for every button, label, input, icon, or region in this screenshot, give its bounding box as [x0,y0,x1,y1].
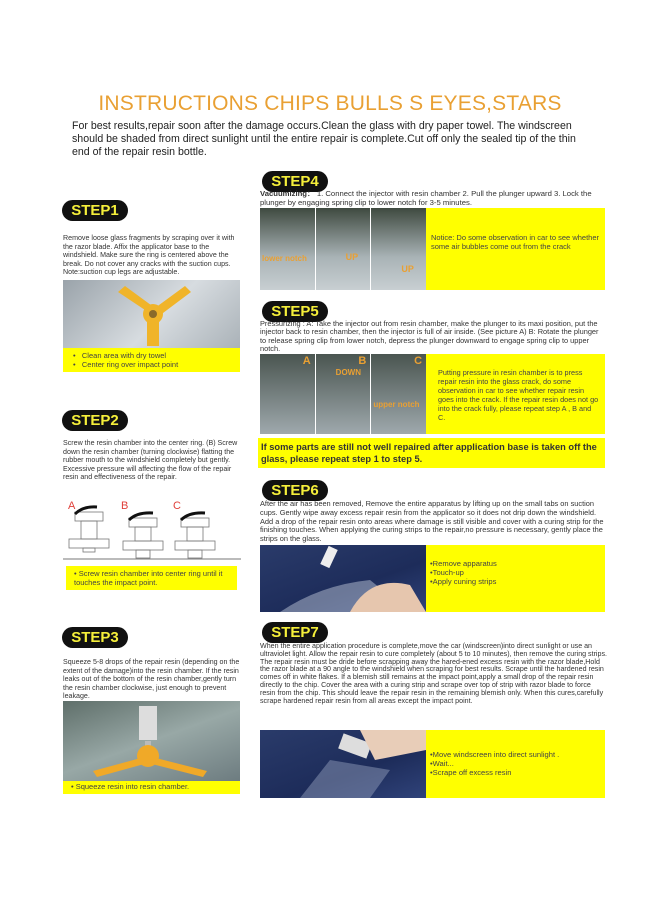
bullet: •Move windscreen into direct sunlight . [430,750,560,759]
page-title: INSTRUCTIONS CHIPS BULLS S EYES,STARS [98,92,562,115]
step4-photos [260,208,426,290]
bullet: •Wait... [430,759,454,768]
step6-text: After the air has been removed, Remove the entire apparatus by lifting up on the small tabs on suction cups. Gently wipe away excess repair resin from the applicator so it does not drip down the windshield. Add a drop of the repair resin onto areas where damage is still visible and cover with a curing strip for the finishing touches. When applying the curing strips to the repair,no pressure is necessary, gently place the strips on the glass. [260,499,604,544]
step4-heading: Vacuumizing： [260,189,315,198]
step4-instructions: 1. Connect the injector with resin chamber 2. Pull the plunger upward 3. Lock the plunger by engaging spring clip to lower notch for 3-5 minutes. [260,189,592,207]
step2-bullet: • Screw resin chamber into center ring until it touches the impact point. [66,566,237,590]
step5-notice: Putting pressure in resin chamber is to press repair resin into the glass crack, do some observation in car to see whether repair resin goes into the crack. If the repair resin does not go into the crack fully, please repeat step A , B and C. [426,354,605,434]
applicator-base-icon [63,280,240,348]
step4-text [260,190,610,208]
photo-label: UP [345,252,359,262]
diagram-label-c: C [173,500,181,512]
photo-label: DOWN [335,368,361,377]
photo-label: B [358,355,367,367]
bullet: Clean area with dry towel [81,351,167,360]
step1-badge: STEP1 [62,200,128,221]
step6-bullets [426,545,605,612]
bullet: Center ring over impact point [81,360,179,369]
step7-text: When the entire application procedure is complete,move the car (windscreen)into direct sunlight or use an ultraviolet light. Allow the repair resin to cure completely (about 5 to 10 minutes), then remove the curing strips. The repair resin must be dride before scrapping away the hared-ened excess resin with the razor blade,Hold the razor blade at a 90 angle to the windshield when scraping for best results. Scrape until the hardened resin comes off in white flakes. If a blemish still remains at the impact point,apply a small drop of the repair resin directly to the chip. Cover the area with a curing strip and scrape over top of strip with razor blade to force resin from the chip. This should leave the repair resin in the remaining blemish only. When this cures,carefully scrape hardened repair resin from all areas except the impact point. [260,642,607,705]
step5-text: Pressurizing : A: Take the injector out from resin chamber, make the plunger to its maxi position, put the injector back to resin chamber, then the injector is full of air inside. (See picture A) B: Rotate the plunger to release spring clip from lower notch, depress the plunger downward to engage spring clip to upper notch. [260,319,599,353]
step4-photo-3 [371,208,426,290]
step5-photo-b [316,354,371,434]
step5-photo-c [371,354,426,434]
curing-strip-icon [260,545,426,612]
bullet: •Remove apparatus [430,559,497,568]
bullet: •Touch-up [430,568,464,577]
photo-label: lower notch [262,254,307,263]
diagram-label-a: A [68,500,76,512]
resin-bottle-icon [63,701,240,781]
step4-badge: STEP4 [262,171,328,192]
step5-badge: STEP5 [262,301,328,322]
step1-bullets: • Clean area with dry towel • Center ring over impact point [63,348,240,372]
step2-badge: STEP2 [62,410,128,431]
photo-label: upper notch [373,400,420,409]
step7-bullets [426,730,605,798]
bullet: •Scrape off excess resin [430,768,512,777]
step7-badge: STEP7 [262,622,328,643]
step1-photo [63,280,240,348]
intro-text: For best results,repair soon after the damage occurs.Clean the glass with dry paper towel. The windscreen should be shaded from direct sunlight until the entire repair is complete.Cut off only the sealed tip of the thin end of the repair resin bottle. [72,120,576,158]
step3-badge: STEP3 [62,627,128,648]
step7-photo [260,730,426,798]
step2-text: Screw the resin chamber into the center ring. (B) Screw down the resin chamber (turning clockwise) flatting the rubber mouth to the windshield completely but gently. Excessive pressure will affecting the flow of the repair resin and effectiveness of the repair. [63,439,238,482]
step5-repeat-note: If some parts are still not well repaired after application base is taken off the glass, please repeat step 1 to step 5. [258,438,605,468]
step2-diagram [63,498,241,562]
step4-photo-2 [316,208,371,290]
step6-photo [260,545,426,612]
step3-bullet: • Squeeze resin into resin chamber. [63,781,240,794]
step3-text: Squeeze 5-8 drops of the repair resin (depending on the extent of the damage)into the resin chamber. If the resin leaks out of the bottom of the resin chamber,gently turn the resin chamber clockwise, just enough to prevent leakage. [63,658,240,701]
bullet: •Apply cuning strips [430,577,497,586]
step6-badge: STEP6 [262,480,328,501]
step1-text: Remove loose glass fragments by scraping over it with the razor blade. Affix the applicator base to the windshield. Make sure the ring is centered above the break. Do not cover any cracks with the suction cups. Note:suction cup legs are adjustable. [63,234,235,277]
resin-chamber-diagram-icon [63,498,241,562]
razor-blade-icon [260,730,426,798]
photo-label: A [302,355,311,367]
step5-photos [260,354,426,434]
step4-notice: Notice: Do some observation in car to see whether some air bubbles come out from the crack [426,208,605,290]
step5-photo-a [260,354,315,434]
photo-label: UP [401,264,414,274]
step4-photo-1 [260,208,315,290]
step3-photo [63,701,240,781]
photo-label: C [414,355,423,367]
diagram-label-b: B [121,500,129,512]
